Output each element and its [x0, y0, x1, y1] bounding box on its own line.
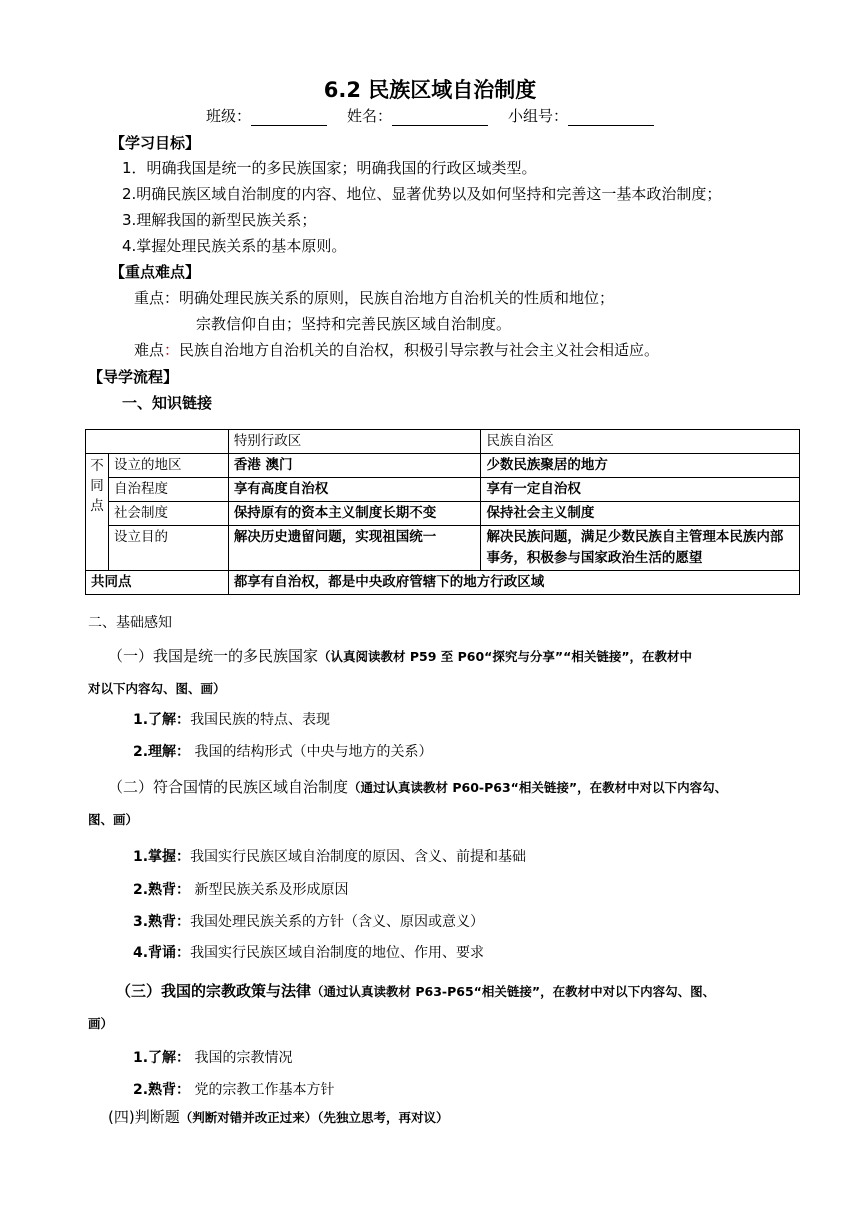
flow-heading: 【导学流程】: [88, 368, 179, 386]
difficult-point-line: [134, 339, 659, 360]
cell-autonomous: 保持社会主义制度: [481, 502, 800, 526]
part3-note-b: 画）: [88, 1016, 114, 1031]
part1-note-b: 对以下内容勾、图、画）: [88, 681, 226, 696]
part2-item-3: 3.熟背：我国处理民族关系的方针（含义、原因或意义）: [133, 914, 485, 930]
difficult-label: 难点: [134, 341, 165, 359]
row-label: 社会制度: [108, 502, 228, 526]
cell-sar: 解决历史遗留问题，实现祖国统一: [228, 526, 481, 571]
common-label: 共同点: [86, 571, 229, 595]
part4-title: (四)判断题: [108, 1108, 180, 1126]
group-label: 小组号：: [508, 107, 569, 125]
cell-autonomous: 解决民族问题，满足少数民族自主管理本民族内部事务，积极参与国家政治生活的愿望: [481, 526, 800, 571]
cell-autonomous: 享有一定自治权: [481, 478, 800, 502]
comparison-table: [85, 429, 800, 595]
objective-4: 4.掌握处理民族关系的基本原则。: [122, 237, 347, 255]
objective-2: 2.明确民族区域自治制度的内容、地位、显著优势以及如何坚持和完善这一基本政治制度；: [122, 185, 722, 203]
student-info-line: [0, 105, 860, 126]
objective-3: 3.理解我国的新型民族关系；: [122, 211, 317, 229]
row-label: 设立目的: [108, 526, 228, 571]
objective-1: 1．明确我国是统一的多民族国家；明确我国的行政区域类型。: [122, 159, 537, 177]
name-blank: [392, 111, 488, 126]
section-knowledge-link: 一、知识链接: [122, 394, 213, 412]
part1-title: （一）我国是统一的多民族国家: [108, 647, 319, 665]
part2-line: [108, 776, 727, 797]
part2-item-2: 2.熟背： 新型民族关系及形成原因: [133, 882, 349, 898]
cell-autonomous: 少数民族聚居的地方: [481, 454, 800, 478]
part3-item-1: 1.了解： 我国的宗教情况: [133, 1050, 293, 1066]
part1-note-a: （认真阅读教材 P59 至 P60“探究与分享”“相关链接”，在教材中: [318, 649, 693, 664]
class-label: 班级：: [205, 107, 251, 125]
table-row-common: [86, 571, 800, 595]
difficult-mark: ：: [164, 341, 180, 359]
part3-title: （三）我国的宗教政策与法律: [116, 982, 312, 1000]
side-char-2: 同: [90, 478, 104, 494]
differences-side-label: [86, 454, 109, 571]
page-title: 6.2 民族区域自治制度: [323, 78, 537, 102]
key-points-heading: 【重点难点】: [110, 263, 201, 281]
row-label: 设立的地区: [108, 454, 228, 478]
table-row: [86, 454, 800, 478]
part3-note-a: （通过认真读教材 P63-P65“相关链接”，在教材中对以下内容勾、图、: [311, 984, 716, 999]
col-header-sar: 特别行政区: [228, 430, 481, 454]
key-label: 重点：: [134, 289, 180, 307]
part4-line: [108, 1106, 448, 1127]
part2-item-1: 1.掌握：我国实行民族区域自治制度的原因、含义、前提和基础: [133, 849, 527, 865]
part4-note: （判断对错并改正过来）（先独立思考，再对议）: [179, 1110, 449, 1125]
table-corner-cell: [86, 430, 229, 454]
part3-item-2: 2.熟背： 党的宗教工作基本方针: [133, 1082, 335, 1098]
cell-sar: 享有高度自治权: [228, 478, 481, 502]
table-header-row: [86, 430, 800, 454]
part2-item-4: 4.背诵：我国实行民族区域自治制度的地位、作用、要求: [133, 945, 485, 961]
part1-item-2: 2.理解： 我国的结构形式（中央与地方的关系）: [133, 744, 433, 760]
part2-note-b: 图、画）: [88, 812, 139, 827]
class-blank: [251, 111, 327, 126]
key-text-1: 明确处理民族关系的原则，民族自治地方自治机关的性质和地位；: [179, 289, 615, 307]
part3-line: [116, 980, 715, 1001]
objectives-heading: 【学习目标】: [110, 134, 201, 152]
part1-line: [108, 645, 692, 666]
group-blank: [568, 111, 654, 126]
table-row: [86, 526, 800, 571]
basic-heading: 二、基础感知: [88, 615, 172, 631]
cell-sar: 保持原有的资本主义制度长期不变: [228, 502, 481, 526]
table-row: [86, 502, 800, 526]
part2-title: （二）符合国情的民族区域自治制度: [108, 778, 349, 796]
part1-item-1: 1.了解：我国民族的特点、表现: [133, 712, 331, 728]
side-char-3: 点: [90, 498, 104, 514]
part2-note-a: （通过认真读教材 P60-P63“相关链接”，在教材中对以下内容勾、: [348, 780, 728, 795]
key-point-line-1: [134, 287, 614, 308]
cell-sar: 香港 澳门: [228, 454, 481, 478]
key-point-line-2: 宗教信仰自由；坚持和完善民族区域自治制度。: [196, 315, 512, 333]
col-header-autonomous: 民族自治区: [481, 430, 800, 454]
table-row: [86, 478, 800, 502]
common-text: 都享有自治权，都是中央政府管辖下的地方行政区域: [228, 571, 799, 595]
side-char-1: 不: [90, 458, 104, 474]
row-label: 自治程度: [108, 478, 228, 502]
difficult-text: 民族自治地方自治机关的自治权，积极引导宗教与社会主义社会相适应。: [179, 341, 660, 359]
name-label: 姓名：: [346, 107, 392, 125]
